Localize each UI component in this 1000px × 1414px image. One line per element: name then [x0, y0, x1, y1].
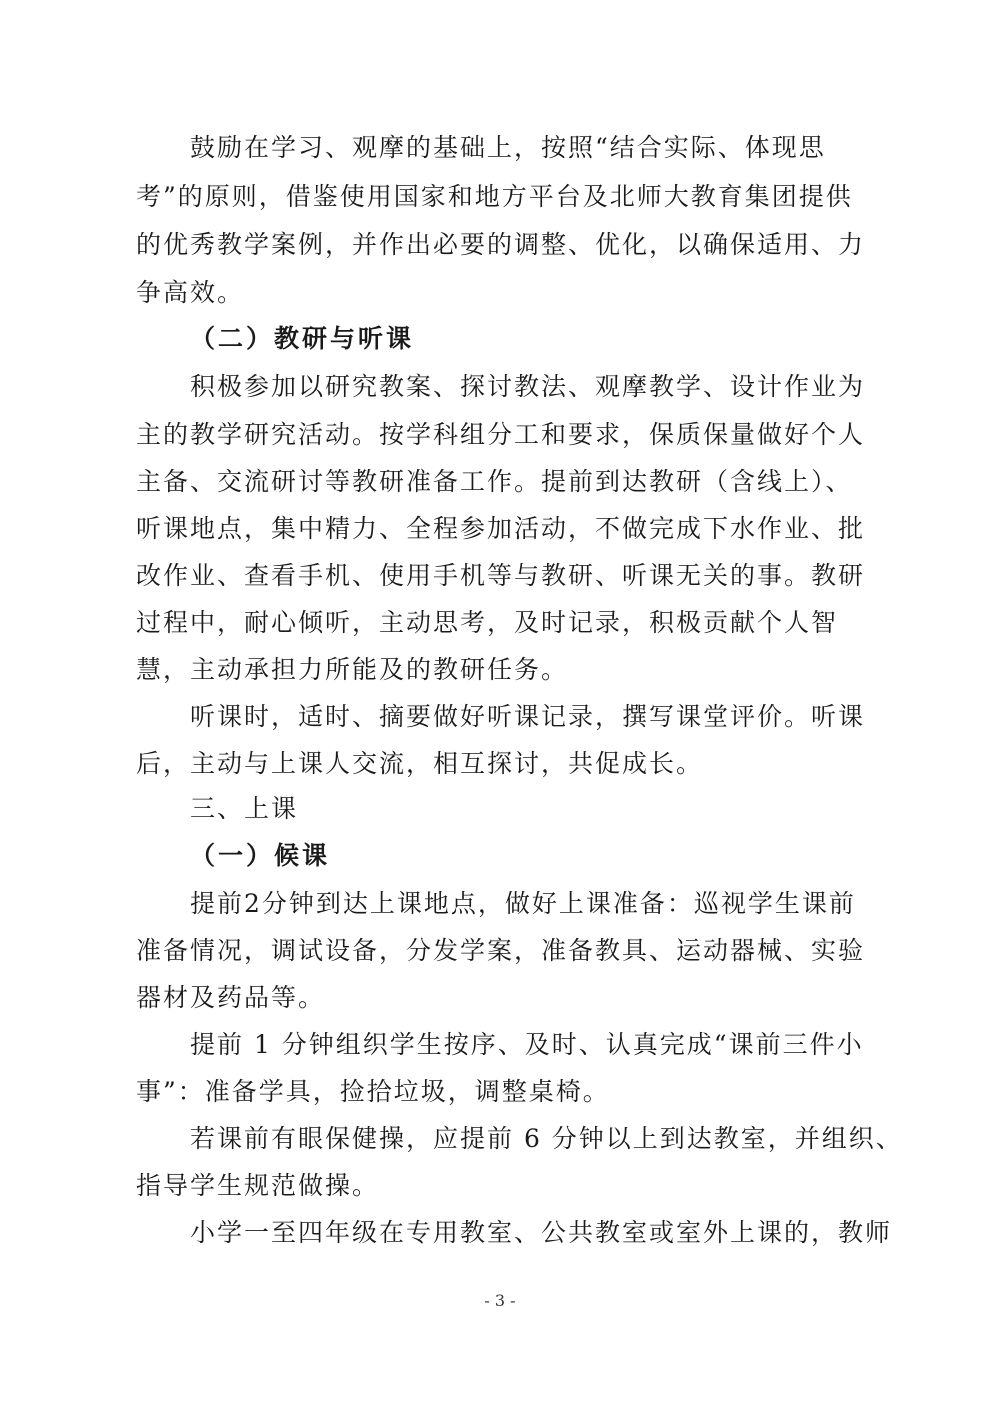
- paragraph-line: 鼓励在学习、观摩的基础上，按照“结合实际、体现思: [190, 133, 826, 162]
- paragraph-line: 提前 1 分钟组织学生按序、及时、认真完成“课前三件小: [190, 1030, 864, 1059]
- paragraph-line: 积极参加以研究教案、探讨教法、观摩教学、设计作业为: [190, 372, 866, 401]
- paragraph-line: 慧，主动承担力所能及的教研任务。: [136, 655, 569, 684]
- paragraph-line: 后，主动与上课人交流，相互探讨，共促成长。: [136, 749, 704, 778]
- page-number: - 3 -: [484, 1291, 516, 1310]
- paragraph-line: 小学一至四年级在专用教室、公共教室或室外上课的，教师: [190, 1218, 893, 1247]
- chapter-heading: 三、上课: [190, 794, 299, 823]
- paragraph-line: 若课前有眼保健操，应提前 6 分钟以上到达教室，并组织、: [190, 1124, 903, 1153]
- paragraph-line: 的优秀教学案例，并作出必要的调整、优化，以确保适用、力: [136, 230, 866, 259]
- paragraph-line: 主的教学研究活动。按学科组分工和要求，保质保量做好个人: [136, 420, 866, 449]
- paragraph-line: 提前2分钟到达上课地点，做好上课准备：巡视学生课前: [190, 889, 856, 918]
- paragraph-line: 听课时，适时、摘要做好听课记录，撰写课堂评价。听课: [190, 702, 866, 731]
- paragraph-line: 改作业、查看手机、使用手机等与教研、听课无关的事。教研: [136, 561, 866, 590]
- paragraph-line: 争高效。: [136, 278, 245, 307]
- section-heading: （二）教研与听课: [190, 324, 415, 353]
- paragraph-line: 器材及药品等。: [136, 983, 326, 1012]
- paragraph-line: 听课地点，集中精力、全程参加活动，不做完成下水作业、批: [136, 514, 866, 543]
- paragraph-line: 主备、交流研讨等教研准备工作。提前到达教研（含线上）、: [136, 467, 853, 496]
- paragraph-line: 准备情况，调试设备，分发学案，准备教具、运动器械、实验: [136, 936, 866, 965]
- paragraph-line: 过程中，耐心倾听，主动思考，及时记录，积极贡献个人智: [136, 608, 839, 637]
- paragraph-line: 事”：准备学具，捡拾垃圾，调整桌椅。: [136, 1077, 610, 1106]
- section-heading: （一）候课: [190, 841, 331, 870]
- paragraph-line: 指导学生规范做操。: [136, 1171, 380, 1200]
- paragraph-line: 考”的原则，借鉴使用国家和地方平台及北师大教育集团提供: [136, 182, 853, 211]
